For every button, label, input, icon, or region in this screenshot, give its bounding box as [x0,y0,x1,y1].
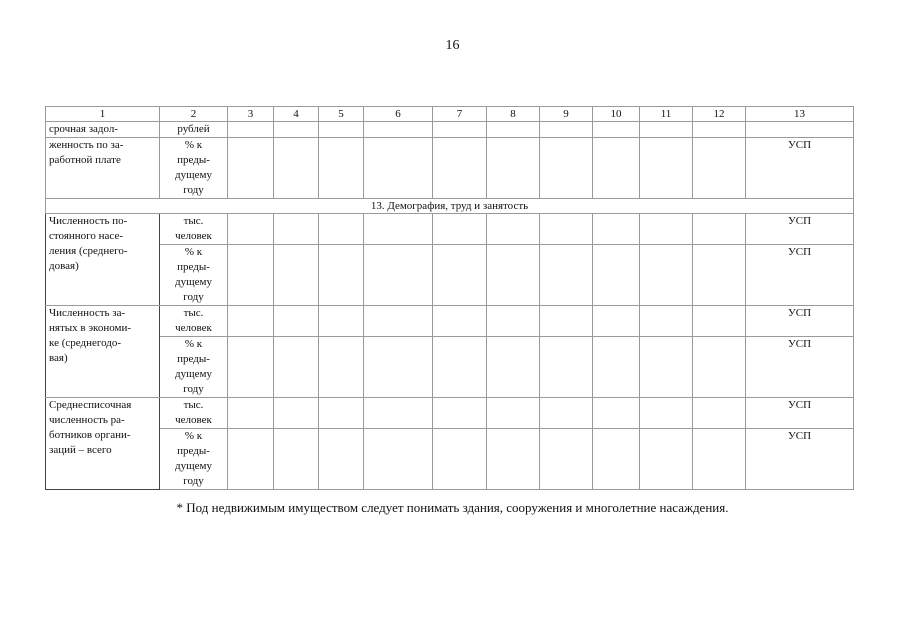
table-row [46,429,854,490]
indicator-cell: Среднесписочная численность ра- ботников органи- заций – всего [46,398,160,490]
source-cell: УСП [746,429,854,490]
unit-cell: % к преды- дущему году [160,337,228,398]
column-header-row [46,107,854,122]
indicator-cell: Численность по- стоянного насе- ления (среднего- довая) [46,214,160,306]
table-row [46,122,854,138]
column-header: 4 [274,107,319,122]
source-cell: УСП [746,337,854,398]
indicator-cell: срочная задол- [46,122,160,138]
column-header: 2 [160,107,228,122]
page-number: 16 [445,38,460,53]
column-header: 6 [364,107,433,122]
column-header: 12 [693,107,746,122]
table-row [46,245,854,306]
column-header: 13 [746,107,854,122]
table-row [46,306,854,337]
indicator-cell: Численность за- нятых в экономи- ке (среднегодо- вая) [46,306,160,398]
table-row [46,138,854,199]
section-title: 13. Демография, труд и занятость [46,199,854,214]
column-header: 9 [540,107,593,122]
column-header: 1 [46,107,160,122]
indicator-cell: женность по за- работной плате [46,138,160,199]
source-cell: УСП [746,138,854,199]
source-cell: УСП [746,306,854,337]
source-cell: УСП [746,214,854,245]
unit-cell: % к преды- дущему году [160,138,228,199]
table-row [46,337,854,398]
table-row [46,398,854,429]
unit-cell: тыс. человек [160,214,228,245]
unit-cell: % к преды- дущему году [160,429,228,490]
source-cell [746,122,854,138]
column-header: 3 [228,107,274,122]
source-cell: УСП [746,398,854,429]
unit-cell: % к преды- дущему году [160,245,228,306]
column-header: 7 [433,107,487,122]
column-header: 11 [640,107,693,122]
unit-cell: рублей [160,122,228,138]
column-header: 8 [487,107,540,122]
footnote: * Под недвижимым имуществом следует понимать здания, сооружения и многолетние насаждения. [176,500,729,515]
section-row [46,199,854,214]
unit-cell: тыс. человек [160,398,228,429]
source-cell: УСП [746,245,854,306]
column-header: 10 [593,107,640,122]
unit-cell: тыс. человек [160,306,228,337]
table-row [46,214,854,245]
column-header: 5 [319,107,364,122]
statistics-table [45,106,854,490]
